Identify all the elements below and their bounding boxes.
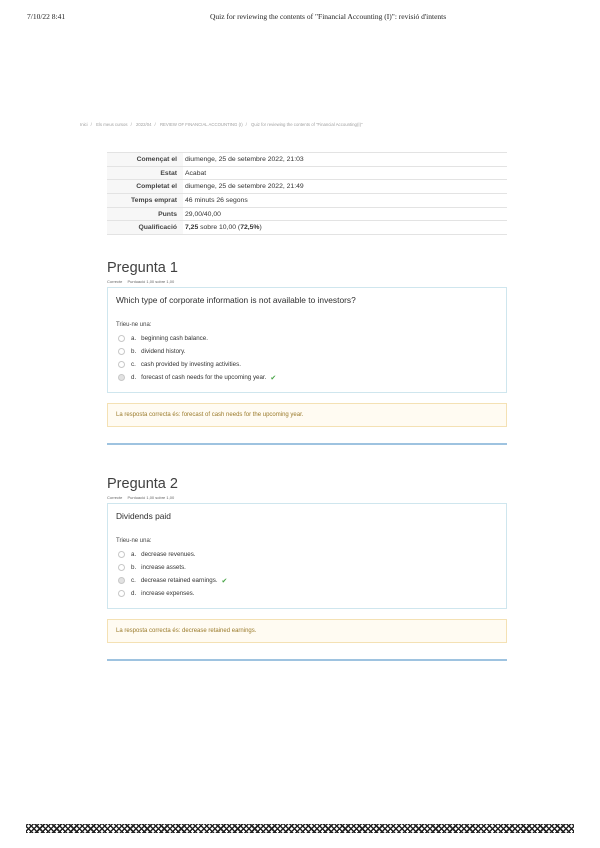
- option-text: beginning cash balance.: [141, 335, 208, 342]
- radio-selected-icon[interactable]: [118, 374, 125, 381]
- question-content: [107, 503, 507, 609]
- question-1: [107, 260, 507, 445]
- grade-value: 7,25: [185, 224, 199, 232]
- question-score: Puntuació 1,00 sobre 1,00: [127, 279, 175, 284]
- redaction-band: [26, 824, 574, 833]
- summary-row: [107, 166, 507, 180]
- radio-icon[interactable]: [118, 335, 125, 342]
- radio-icon[interactable]: [118, 551, 125, 558]
- summary-row: [107, 194, 507, 208]
- summary-label: Qualificació: [107, 221, 183, 235]
- radio-selected-icon[interactable]: [118, 577, 125, 584]
- question-info: [107, 279, 507, 284]
- option-letter: a.: [131, 551, 137, 558]
- summary-row: [107, 221, 507, 235]
- summary-value: 46 minuts 26 segons: [185, 196, 248, 204]
- option-letter: b.: [131, 564, 137, 571]
- breadcrumb-item-course[interactable]: REVIEW OF FINANCIAL ACCOUNTING (I): [159, 122, 243, 127]
- radio-icon[interactable]: [118, 590, 125, 597]
- option-letter: b.: [131, 348, 137, 355]
- question-divider: [107, 443, 507, 445]
- radio-icon[interactable]: [118, 348, 125, 355]
- print-header: [0, 6, 600, 20]
- breadcrumb-item-my-courses[interactable]: Els meus cursos: [96, 122, 128, 127]
- grade-close: ): [259, 224, 262, 232]
- question-2: [107, 476, 507, 661]
- question-status: Correcte: [107, 279, 123, 284]
- summary-row: [107, 207, 507, 221]
- grade-percent: 72,5%: [240, 224, 260, 232]
- option-text: increase assets.: [141, 564, 186, 571]
- attempt-summary-table: [107, 152, 507, 235]
- answer-option-b[interactable]: [116, 345, 499, 358]
- answer-option-a[interactable]: [116, 332, 499, 345]
- check-icon: ✔: [270, 374, 277, 382]
- option-text: forecast of cash needs for the upcoming year.: [141, 374, 267, 381]
- breadcrumb: Inici / Els meus cursos / 2022/04 / REVIEW OF FINANCIAL ACCOUNTING (I) / Quiz for reviewing the contents of "Financial Accounting(I)": [80, 122, 363, 127]
- question-divider: [107, 659, 507, 661]
- answer-option-a[interactable]: [116, 548, 499, 561]
- breadcrumb-item-home[interactable]: Inici: [80, 122, 88, 127]
- option-letter: c.: [131, 577, 136, 584]
- choose-label: Trieu-ne una:: [116, 322, 152, 328]
- summary-row: [107, 180, 507, 194]
- option-letter: c.: [131, 361, 136, 368]
- summary-label: Estat: [107, 166, 183, 180]
- option-text: decrease retained earnings.: [140, 577, 218, 584]
- print-title: Quiz for reviewing the contents of "Financial Accounting (I)": revisió d'intents: [210, 12, 447, 21]
- question-content: [107, 287, 507, 393]
- answer-option-d[interactable]: [116, 587, 499, 600]
- summary-row: [107, 153, 507, 167]
- option-text: cash provided by investing activities.: [140, 361, 241, 368]
- radio-icon[interactable]: [118, 361, 125, 368]
- summary-value: diumenge, 25 de setembre 2022, 21:49: [185, 183, 304, 191]
- option-text: decrease revenues.: [141, 551, 196, 558]
- answer-option-b[interactable]: [116, 561, 499, 574]
- summary-value: Acabat: [185, 169, 207, 177]
- summary-label: Temps emprat: [107, 194, 183, 208]
- correct-answer-feedback: La resposta correcta és: forecast of cash needs for the upcoming year.: [107, 403, 507, 427]
- breadcrumb-item-quiz[interactable]: Quiz for reviewing the contents of "Financial Accounting(I)": [251, 122, 363, 127]
- answer-option-d[interactable]: [116, 371, 499, 384]
- summary-value: 29,00/40,00: [185, 210, 221, 218]
- question-text: Which type of corporate information is not available to investors?: [116, 295, 356, 305]
- option-letter: d.: [131, 590, 137, 597]
- question-text: Dividends paid: [116, 511, 171, 521]
- summary-label: Completat el: [107, 180, 183, 194]
- summary-value: diumenge, 25 de setembre 2022, 21:03: [185, 155, 304, 163]
- check-icon: ✔: [221, 577, 228, 585]
- answer-option-c[interactable]: [116, 574, 499, 587]
- option-text: increase expenses.: [141, 590, 195, 597]
- option-letter: a.: [131, 335, 137, 342]
- choose-label: Trieu-ne una:: [116, 538, 152, 544]
- question-title: Pregunta 2: [107, 476, 178, 492]
- breadcrumb-item-term[interactable]: 2022/04: [136, 122, 152, 127]
- radio-icon[interactable]: [118, 564, 125, 571]
- summary-value: [183, 221, 507, 235]
- question-title: Pregunta 1: [107, 260, 178, 276]
- option-text: dividend history.: [141, 348, 186, 355]
- question-score: Puntuació 1,00 sobre 1,00: [127, 495, 175, 500]
- summary-label: Començat el: [107, 153, 183, 167]
- question-info: [107, 495, 507, 500]
- option-letter: d.: [131, 374, 137, 381]
- print-date: 7/10/22 8:41: [27, 12, 66, 21]
- question-status: Correcte: [107, 495, 123, 500]
- summary-label: Punts: [107, 207, 183, 221]
- correct-answer-feedback: La resposta correcta és: decrease retained earnings.: [107, 619, 507, 643]
- grade-scale: sobre 10,00 (: [198, 224, 241, 232]
- answer-option-c[interactable]: [116, 358, 499, 371]
